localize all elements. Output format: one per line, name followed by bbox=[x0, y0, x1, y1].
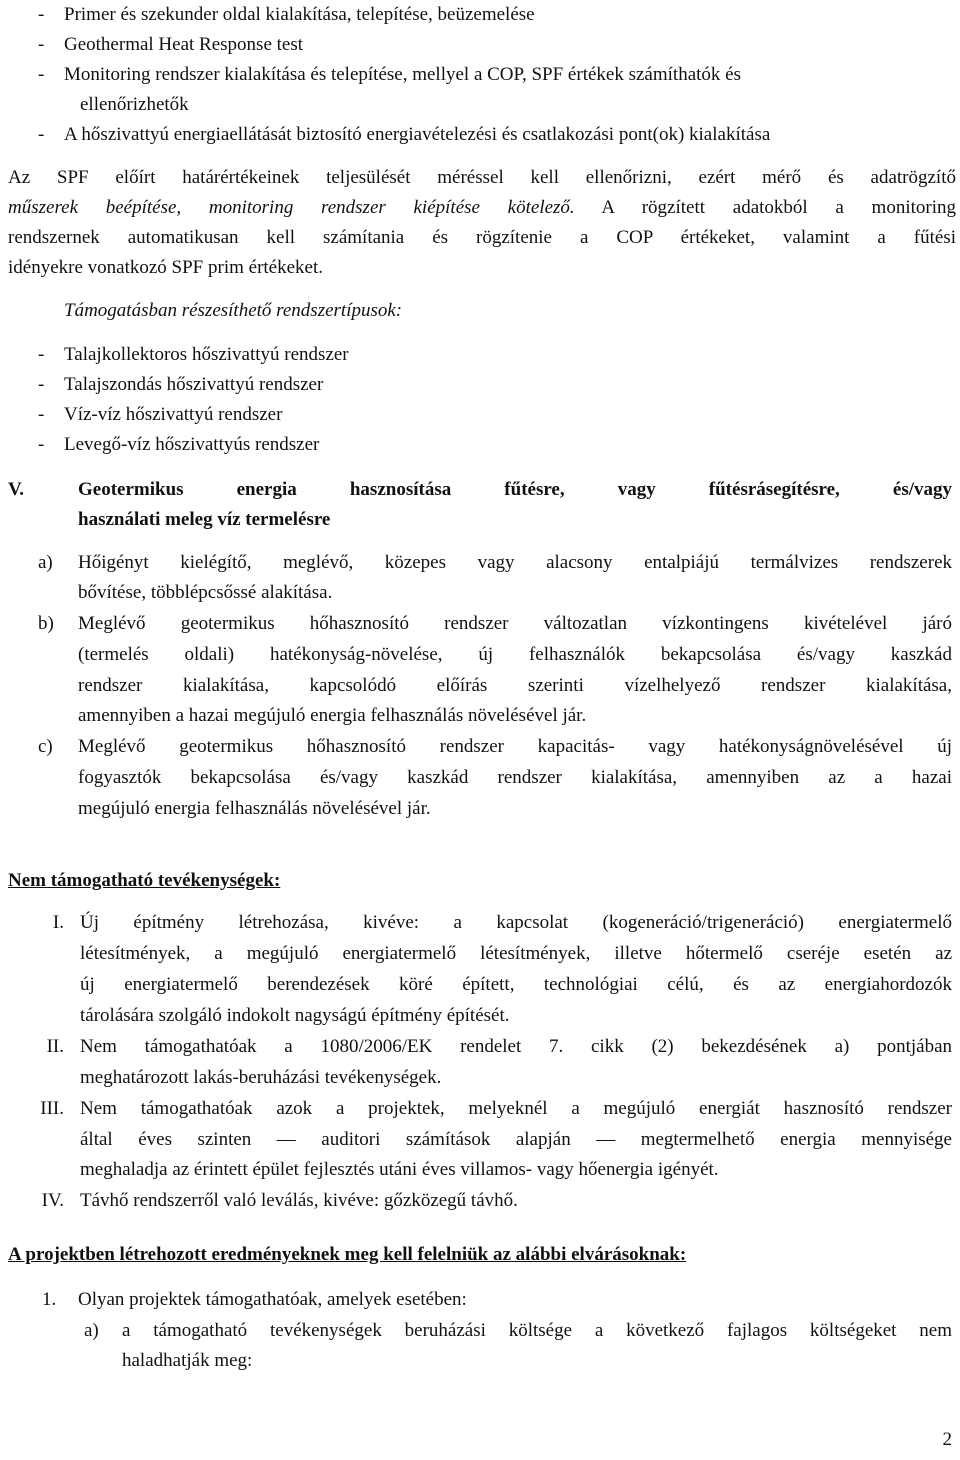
list-item-text: megújuló energia felhasználás növelésével jár. bbox=[78, 798, 431, 819]
dash-bullet: - bbox=[38, 4, 45, 25]
list-item-text: A hőszivattyú energiaellátását biztosító energiavételezési és csatlakozási pont(ok) kialakítása bbox=[64, 124, 771, 145]
list-item-text: meghatározott lakás-beruházási tevékenységek. bbox=[80, 1067, 442, 1088]
list-item-text: (termelés oldali) hatékonyság-növelése, új felhasználók bekapcsolása és/vagy kaszkád bbox=[78, 644, 952, 665]
list-item-text: tárolására szolgáló indokolt nagyságú építmény építését. bbox=[80, 1005, 510, 1026]
section-title: Geotermikus energia hasznosítása fűtésre, vagy fűtésrásegítésre, és/vagy bbox=[78, 479, 952, 500]
paragraph-text: Az SPF előírt határértékeinek teljesülését méréssel kell ellenőrizni, ezért mérő és adatrögzítő bbox=[8, 167, 956, 188]
list-marker: a) bbox=[84, 1320, 99, 1341]
list-item-text: haladhatják meg: bbox=[122, 1350, 253, 1371]
spf-paragraph-line-3 bbox=[8, 223, 956, 253]
list-item bbox=[8, 0, 952, 30]
spf-paragraph-line-4 bbox=[8, 253, 956, 283]
list-marker: 1. bbox=[42, 1289, 57, 1310]
spf-paragraph-line-2 bbox=[8, 193, 956, 223]
supported-types-heading: Támogatásban részesíthető rendszertípusok: bbox=[64, 300, 403, 321]
list-item-text: által éves szinten — auditori számítások alapján — megtermelhető energia mennyisége bbox=[80, 1129, 952, 1150]
list-item-text: Primer és szekunder oldal kialakítása, telepítése, beüzemelése bbox=[64, 4, 535, 25]
list-item-continuation bbox=[8, 90, 952, 120]
list-item-text: Olyan projektek támogathatóak, amelyek esetében: bbox=[78, 1289, 467, 1310]
dash-bullet: - bbox=[38, 124, 45, 145]
roman-marker: III. bbox=[40, 1098, 64, 1119]
list-item-text: Víz-víz hőszivattyú rendszer bbox=[64, 404, 283, 425]
list-item-text: Távhő rendszerről való leválás, kivéve: gőzközegű távhő. bbox=[80, 1190, 518, 1211]
spf-paragraph-line-1 bbox=[8, 163, 956, 193]
list-item-text: Új építmény létrehozása, kivéve: a kapcsolat (kogeneráció/trigeneráció) energiatermelő bbox=[80, 912, 952, 933]
list-item bbox=[8, 1094, 952, 1124]
roman-marker: IV. bbox=[41, 1190, 64, 1211]
list-item bbox=[8, 60, 952, 90]
list-item bbox=[8, 1285, 952, 1315]
list-marker: a) bbox=[38, 552, 53, 573]
list-item bbox=[8, 1032, 952, 1062]
list-item-text: meghaladja az érintett épület fejlesztés utáni éves villamos- vagy hőenergia igényét. bbox=[80, 1159, 719, 1180]
dash-bullet: - bbox=[38, 34, 45, 55]
section-heading-line-2 bbox=[8, 505, 952, 535]
paragraph-text: A rögzített adatokból a monitoring bbox=[574, 197, 956, 218]
paragraph-text: rendszernek automatikusan kell számítania és rögzítenie a COP értékeket, valamint a fűtési bbox=[8, 227, 956, 248]
dash-bullet: - bbox=[38, 404, 45, 425]
list-item bbox=[8, 1186, 952, 1216]
list-item bbox=[84, 1316, 952, 1346]
list-item-text: Nem támogathatóak a 1080/2006/EK rendelet 7. cikk (2) bekezdésének a) pontjában bbox=[80, 1036, 952, 1057]
list-item bbox=[8, 430, 952, 460]
section-title: használati meleg víz termelésre bbox=[78, 509, 331, 530]
list-item-text: Talajkollektoros hőszivattyú rendszer bbox=[64, 344, 349, 365]
dash-bullet: - bbox=[38, 344, 45, 365]
page-number: 2 bbox=[942, 1429, 952, 1450]
paragraph-text: idényekre vonatkozó SPF prim értékeket. bbox=[8, 257, 324, 278]
list-marker: c) bbox=[38, 736, 53, 757]
list-item bbox=[8, 732, 952, 762]
list-item-text: új energiatermelő berendezések köré épített, technológiai célú, és az energiahordozók bbox=[80, 974, 952, 995]
results-heading: A projektben létrehozott eredményeknek meg kell felelniük az alábbi elvárásoknak: bbox=[8, 1244, 687, 1265]
italic-text: műszerek beépítése, monitoring rendszer kiépítése kötelező. bbox=[8, 197, 575, 218]
dash-bullet: - bbox=[38, 434, 45, 455]
section-heading bbox=[8, 475, 952, 505]
list-item bbox=[8, 30, 952, 60]
list-item bbox=[8, 120, 952, 150]
list-item-text: rendszer kialakítása, kapcsolódó előírás szerinti vízelhelyező rendszer kialakítása, bbox=[78, 675, 952, 696]
dash-bullet: - bbox=[38, 64, 45, 85]
list-item-text: létesítmények, a megújuló energiatermelő létesítmények, illetve hőtermelő cseréje esetén az bbox=[80, 943, 952, 964]
list-item-text: Monitoring rendszer kialakítása és telepítése, mellyel a COP, SPF értékek számíthatók és bbox=[64, 64, 741, 85]
list-item-text: Meglévő geotermikus hőhasznosító rendszer kapacitás- vagy hatékonyságnövelésével új bbox=[78, 736, 952, 757]
list-item bbox=[8, 908, 952, 938]
roman-marker: II. bbox=[46, 1036, 64, 1057]
list-item-text: fogyasztók bekapcsolása és/vagy kaszkád rendszer kialakítása, amennyiben az a hazai bbox=[78, 767, 952, 788]
list-item bbox=[8, 340, 952, 370]
list-item-text: a támogatható tevékenységek beruházási költsége a következő fajlagos költségeket nem bbox=[122, 1320, 952, 1341]
list-marker: b) bbox=[38, 613, 54, 634]
not-supported-heading: Nem támogatható tevékenységek: bbox=[8, 870, 281, 891]
list-item bbox=[8, 609, 952, 639]
list-item-text: Geothermal Heat Response test bbox=[64, 34, 304, 55]
list-item-text: Hőigényt kielégítő, meglévő, közepes vagy alacsony entalpiájú termálvizes rendszerek bbox=[78, 552, 952, 573]
list-item-text: amennyiben a hazai megújuló energia felhasználás növelésével jár. bbox=[78, 705, 587, 726]
list-item-text: Nem támogathatóak azok a projektek, melyeknél a megújuló energiát hasznosító rendszer bbox=[80, 1098, 952, 1119]
list-item-text: Meglévő geotermikus hőhasznosító rendszer változatlan vízkontingens kivételével járó bbox=[78, 613, 952, 634]
dash-bullet: - bbox=[38, 374, 45, 395]
list-item bbox=[8, 548, 952, 578]
list-item bbox=[8, 400, 952, 430]
roman-marker: I. bbox=[52, 912, 64, 933]
list-item-text: Levegő-víz hőszivattyús rendszer bbox=[64, 434, 320, 455]
section-number: V. bbox=[8, 479, 25, 500]
list-item-text: Talajszondás hőszivattyú rendszer bbox=[64, 374, 324, 395]
list-item-text: ellenőrizhetők bbox=[80, 94, 189, 115]
list-item bbox=[8, 370, 952, 400]
list-item-text: bővítése, többlépcsőssé alakítása. bbox=[78, 582, 333, 603]
